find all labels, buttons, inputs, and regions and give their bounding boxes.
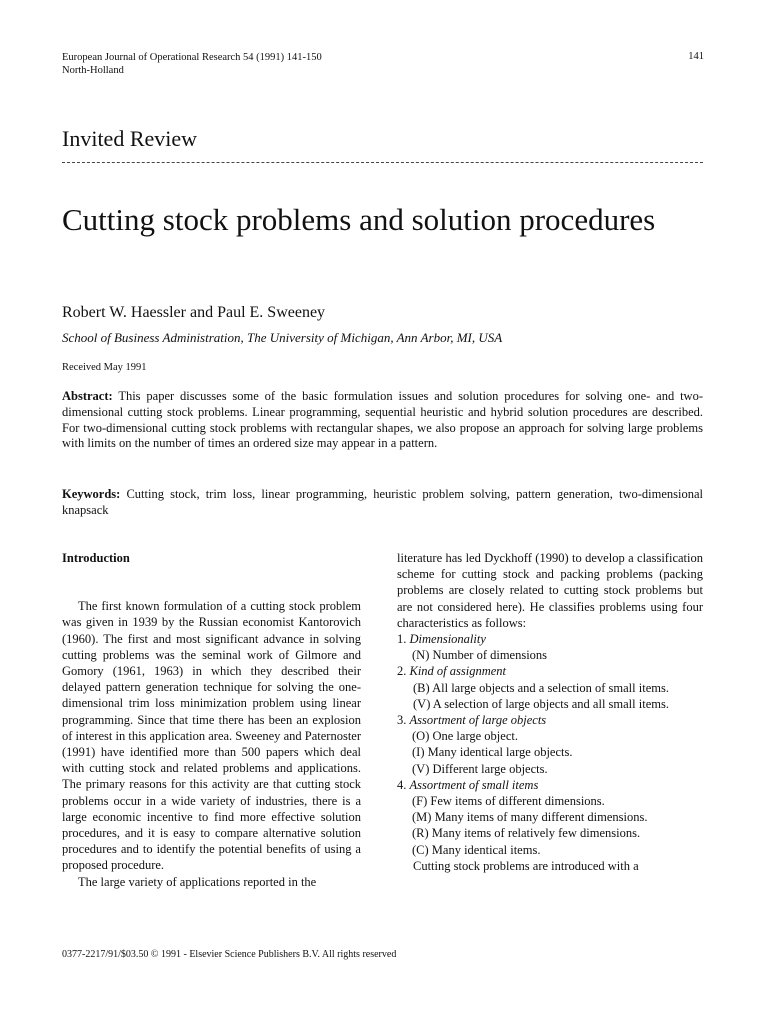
list-item-title: Assortment of small items [409, 777, 539, 792]
list-item-title: Dimensionality [409, 632, 486, 647]
intro-paragraph-1: The first known formulation of a cutting stock problem was given in 1939 by the Russian economist Kantorovich (1960). The first and most significant advance in solving cutting problems was the seminal work of Gilmore and Gomory (1961, 1963) in which they described their delayed pattern generation technique for solving the one-dimensional trim loss minimization problem using linear programming. Since that time there has been an explosion of interest in this application area. Sweeney and Paternoster (1991) have identified more than 500 papers which deal with cutting stock and related problems and applications. The primary reasons for this activity are that cutting stock problems occur in a wide variety of industries, there is a large economic incentive to find more effective solution procedures, and it is easy to compare alternative solution procedures and to identify the potential benefits of using a proposed procedure. [62, 599, 361, 873]
journal-header [62, 51, 322, 77]
section-heading-introduction: Introduction [62, 551, 130, 565]
abstract-text: This paper discusses some of the basic formulation issues and solution procedures for solving one- and two- dimensional cutting stock problems. Linear programming, sequential heuristic and hybrid solution procedures are described. For two-dimensional cutting stock problems with rectangular shapes, we also propose an approach for solving large problems with limits on the number of times an ordered size may appear in a pattern. [62, 389, 703, 451]
paper-title: Cutting stock problems and solution procedures [62, 202, 656, 237]
keywords [62, 487, 703, 519]
list-subitem: (R) Many items of relatively few dimensions. [412, 826, 641, 841]
publisher-line: North-Holland [62, 65, 124, 76]
received-date: Received May 1991 [62, 362, 147, 373]
right-column [397, 550, 703, 874]
affiliation: School of Business Administration, The University of Michigan, Ann Arbor, MI, USA [62, 330, 503, 345]
classification-intro: literature has led Dyckhoff (1990) to develop a classification scheme for cutting stock and packing problems (packing problems are closely related to cutting stock problems but are not considered here). He classifies problems using four characteristics as follows: [397, 551, 703, 630]
list-subitem: (C) Many identical items. [412, 842, 541, 857]
abstract-label: Abstract: [62, 389, 113, 403]
journal-citation: European Journal of Operational Research 54 (1991) 141-150 [62, 52, 322, 63]
list-subitem: (M) Many items of many different dimensions. [412, 810, 648, 825]
list-item [397, 663, 703, 679]
list-item-number: 2. [397, 664, 407, 679]
list-item-number: 1. [397, 632, 407, 647]
copyright-footer: 0377-2217/91/$03.50 © 1991 - Elsevier Science Publishers B.V. All rights reserved [62, 949, 397, 960]
list-subitem: (N) Number of dimensions [412, 648, 548, 663]
list-item-number: 3. [397, 713, 407, 728]
list-subitem: (B) All large objects and a selection of small items. [413, 680, 669, 695]
list-subitem: (I) Many identical large objects. [412, 745, 573, 760]
abstract [62, 389, 703, 452]
list-item-title: Assortment of large objects [409, 713, 547, 728]
list-subitem: (O) One large object. [412, 729, 518, 744]
list-item [397, 777, 703, 793]
section-label: Invited Review [62, 126, 198, 151]
list-subitem: (V) A selection of large objects and all small items. [413, 696, 669, 711]
list-item [397, 631, 703, 647]
list-subitem: (F) Few items of different dimensions. [412, 794, 605, 809]
list-item-number: 4. [397, 777, 407, 792]
page-number: 141 [688, 51, 704, 62]
left-column [62, 550, 361, 890]
list-item-title: Kind of assignment [409, 664, 507, 679]
keywords-text: Cutting stock, trim loss, linear programming, heuristic problem solving, pattern generation, two-dimensional knapsack [62, 487, 704, 517]
keywords-label: Keywords: [62, 487, 121, 501]
closing-sentence: Cutting stock problems are introduced with a [413, 858, 639, 873]
intro-paragraph-2: The large variety of applications reported in the [78, 874, 317, 889]
header-divider [62, 162, 703, 163]
list-item [397, 712, 703, 728]
authors: Robert W. Haessler and Paul E. Sweeney [62, 304, 326, 321]
list-subitem: (V) Different large objects. [412, 761, 548, 776]
